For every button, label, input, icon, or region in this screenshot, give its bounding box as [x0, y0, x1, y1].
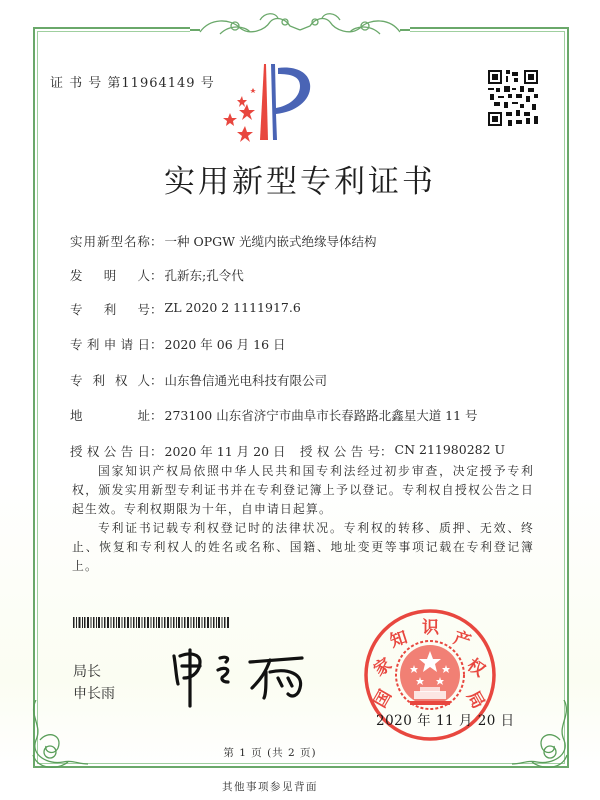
field-value: 273100 山东省济宁市曲阜市长春路路北鑫星大道 11 号 [164, 408, 478, 423]
page-number: 第 1 页 (共 2 页) [223, 747, 317, 759]
field-label: 授 权 公 告 日 [70, 444, 150, 459]
field-value: 一种 OPGW 光缆内嵌式绝缘导体结构 [164, 234, 377, 249]
field-grant-date: 授 权 公 告 日 ： 2020 年 11 月 20 日 授 权 公 告 号 ： CN 211980282 U [70, 442, 506, 459]
barcode-icon [73, 617, 229, 628]
field-label: 实 用 新 型 名 称 [70, 234, 150, 249]
svg-text:国: 国 [370, 686, 397, 712]
field-patentee: 专 利 权 人 ： 山东鲁信通光电科技有限公司 [70, 373, 328, 388]
field-value: 孔新东;孔令代 [164, 268, 244, 283]
svg-text:权: 权 [463, 655, 489, 682]
field-value: CN 211980282 U [394, 442, 506, 457]
field-label: 授 权 公 告 号 [300, 444, 380, 459]
svg-text:家: 家 [370, 654, 396, 681]
svg-text:产: 产 [450, 627, 474, 653]
signature-icon [170, 648, 310, 710]
certificate-number-label: 证 书 号 第 [50, 76, 122, 91]
field-label: 专 利 号 [70, 302, 150, 317]
field-label: 地 址 [70, 408, 150, 423]
corner-ornament-icon [512, 700, 572, 780]
field-label: 专 利 申 请 日 [70, 337, 150, 352]
field-grant-announcement-number: 授 权 公 告 号 ： CN 211980282 U [300, 442, 506, 459]
field-value: 2020 年 06 月 16 日 [164, 337, 286, 352]
field-inventor: 发 明 人 ： 孔新东;孔令代 [70, 268, 244, 283]
body-paragraph: 专利证书记载专利权登记时的法律状况。专利权的转移、质押、无效、终止、恢复和专利权人的姓名或名称、国籍、地址变更等事项记载在专利登记簿上。 [72, 521, 534, 573]
svg-text:识: 识 [422, 618, 439, 638]
field-utility-model-name: 实 用 新 型 名 称 ： 一种 OPGW 光缆内嵌式绝缘导体结构 [70, 234, 377, 249]
field-application-date: 专 利 申 请 日 ： 2020 年 06 月 16 日 [70, 337, 286, 352]
certificate-number-suffix: 号 [200, 76, 215, 91]
director-title: 局长 [73, 664, 101, 680]
certificate-number [50, 72, 215, 91]
svg-text:知: 知 [387, 627, 410, 652]
corner-ornament-icon [28, 700, 88, 780]
qr-code-icon[interactable] [488, 70, 538, 126]
field-value: 山东鲁信通光电科技有限公司 [164, 373, 328, 388]
field-patent-number: 专 利 号 ： ZL 2020 2 1111917.6 [70, 300, 301, 317]
body-paragraph: 国家知识产权局依照中华人民共和国专利法经过初步审查，决定授予专利权，颁发实用新型专利证书并在专利登记簿上予以登记。专利权自授权公告之日起生效。专利权期限为十年，自申请日起算。 [72, 464, 534, 516]
certificate-title: 实用新型专利证书 [164, 164, 436, 200]
director-name: 申长雨 [73, 686, 115, 702]
back-note: 其他事项参见背面 [222, 781, 318, 793]
certificate-body-text [72, 462, 534, 576]
field-label: 发 明 人 [70, 268, 150, 283]
field-address: 地 址 ： 273100 山东省济宁市曲阜市长春路路北鑫星大道 11 号 [70, 408, 478, 423]
cnipa-logo-icon [222, 64, 312, 142]
svg-text:局: 局 [462, 687, 489, 713]
field-label: 专 利 权 人 [70, 373, 150, 388]
certificate-number-value: 11964149 [121, 76, 196, 91]
field-value: ZL 2020 2 1111917.6 [164, 300, 301, 315]
field-value: 2020 年 11 月 20 日 [164, 444, 286, 459]
top-ornament-icon [190, 8, 410, 42]
seal-date: 2020 年 11 月 20 日 [376, 713, 515, 729]
